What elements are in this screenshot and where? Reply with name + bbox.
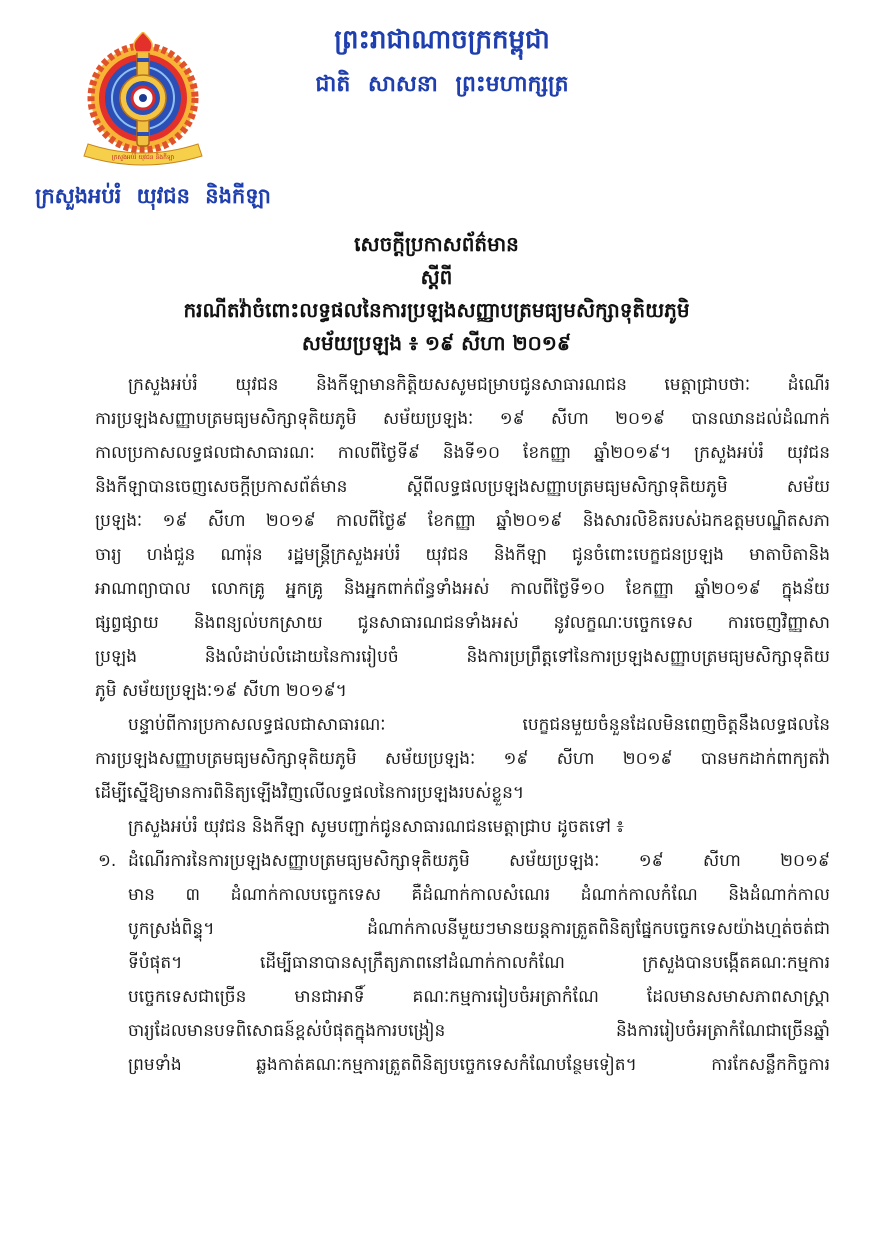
item-number: ១. (98, 851, 117, 871)
text-line: ចារ្យដែលមានបទពិសោធន៍ខ្ពស់បំផុតក្នុងការបង្រៀន និងការរៀបចំអត្រាកំណែជាច្រើនឆ្នាំ (128, 1021, 830, 1041)
text-line: កាលប្រកាសលទ្ធផលជាសាធារណៈ កាលពីថ្ងៃទី៩ និងទី១០ ខែកញ្ញា ឆ្នាំ២០១៩។ ក្រសួងអប់រំ យុវជន (95, 443, 830, 463)
text-line: អាណាព្យាបាល លោកគ្រូ អ្នកគ្រូ និងអ្នកពាក់ព័ន្ធទាំងអស់ កាលពីថ្ងៃទី១០ ខែកញ្ញា ឆ្នាំ២០១៩ ក្នុងន័យ (95, 579, 830, 599)
text-line: ចារ្យ ហង់ជួន ណារ៉ុន រដ្ឋមន្ត្រីក្រសួងអប់រំ យុវជន និងកីឡា ជូនចំពោះបេក្ខជនប្រឡង មាតាបិតានិង (95, 545, 830, 565)
text-line: ប្រឡងៈ ១៩ សីហា ២០១៩ កាលពីថ្ងៃ៩ ខែកញ្ញា ឆ្នាំ២០១៩ និងសារលិខិតរបស់ឯកឧត្តមបណ្ឌិតសភា (95, 511, 830, 531)
text-line: មាន ៣ ដំណាក់កាលបច្ចេកទេស គឺដំណាក់កាលសំណេរ ដំណាក់កាលកំណែ និងដំណាក់កាល (128, 885, 830, 905)
text-line: ការប្រឡងសញ្ញាបត្រមធ្យមសិក្សាទុតិយភូមិ សម័យប្រឡងៈ ១៩ សីហា ២០១៩ បានឈានដល់ដំណាក់ (95, 409, 830, 429)
numbered-item-1 (95, 844, 830, 1082)
title-line-3: ករណីតវ៉ាចំពោះលទ្ធផលនៃការប្រឡងសញ្ញាបត្រមធ្យមសិក្សាទុតិយភូមិ (183, 298, 690, 322)
document-body (95, 368, 830, 1082)
text-line: ភូមិ សម័យប្រឡងៈ១៩ សីហា ២០១៩។ (95, 681, 347, 701)
emblem-flame-finial (134, 32, 152, 52)
text-line: ការប្រឡងសញ្ញាបត្រមធ្យមសិក្សាទុតិយភូមិ សម័យប្រឡងៈ ១៩ សីហា ២០១៩ បានមកដាក់ពាក្យតវ៉ា (95, 749, 830, 769)
ministry-emblem-icon (80, 32, 206, 170)
text-line: បូកស្រង់ពិន្ទុ។ ដំណាក់កាលនីមួយៗមានយន្តការត្រួតពិនិត្យផ្នែកបច្ចេកទេសយ៉ាងហ្មត់ចត់ជា (128, 919, 830, 939)
paragraph-2 (95, 708, 830, 810)
title-line-2: ស្តីពី (420, 265, 453, 289)
kingdom-title: ព្រះរាជាណាចក្រកម្ពុជា (334, 25, 550, 55)
text-line: បន្ទាប់ពីការប្រកាសលទ្ធផលជាសាធារណៈ បេក្ខជនមួយចំនួនដែលមិនពេញចិត្តនឹងលទ្ធផលនៃ (128, 715, 830, 735)
text-line: ប្រឡង និងលំដាប់លំដោយនៃការរៀបចំ និងការប្រព្រឹត្តទៅនៃការប្រឡងសញ្ញាបត្រមធ្យមសិក្សាទុតិយ (95, 647, 830, 667)
text-line: ដើម្បីស្នើឱ្យមានការពិនិត្យឡើងវិញលើលទ្ធផលនៃការប្រឡងរបស់ខ្លួន។ (95, 783, 525, 803)
title-line-4: សម័យប្រឡង ៖ ១៩ សីហា ២០១៩ (301, 331, 572, 355)
text-line: បច្ចេកទេសជាច្រើន មានជាអាទិ៍ គណៈកម្មការរៀបចំអត្រាកំណែ ដែលមានសមាសភាពសាស្ត្រា (128, 987, 830, 1007)
title-line-1: សេចក្តីប្រកាសព័ត៌មាន (354, 232, 519, 256)
emblem-ribbon-text: ក្រសួងអប់រំ យុវជន និងកីឡា (111, 154, 175, 161)
text-line: ដំណើរការនៃការប្រឡងសញ្ញាបត្រមធ្យមសិក្សាទុតិយភូមិ សម័យប្រឡងៈ ១៩ សីហា ២០១៩ (128, 851, 830, 871)
text-line: ក្រសួងអប់រំ យុវជន និងកីឡាមានកិត្តិយសសូមជម្រាបជូនសាធារណជន មេត្តាជ្រាបថាៈ ដំណើរ (128, 375, 830, 395)
emblem-center-dot (139, 94, 147, 102)
paragraph-3 (95, 810, 830, 844)
text-line: ព្រមទាំង ឆ្លងកាត់គណៈកម្មការត្រួតពិនិត្យបច្ចេកទេសកំណែបន្ថែមទៀត។ ការកែសន្លឹកកិច្ចការ (128, 1055, 830, 1075)
paragraph-1 (95, 368, 830, 708)
national-motto: ជាតិ សាសនា ព្រះមហាក្សត្រ (315, 72, 569, 97)
text-line: និងកីឡាបានចេញសេចក្តីប្រកាសព័ត៌មាន ស្តីពីលទ្ធផលប្រឡងសញ្ញាបត្រមធ្យមសិក្សាទុតិយភូមិ សម័យ (95, 477, 830, 497)
text-line: ផ្សព្វផ្សាយ និងពន្យល់បកស្រាយ ជូនសាធារណជនទាំងអស់ នូវលក្ខណៈបច្ចេកទេស ការចេញវិញ្ញាសា (95, 613, 830, 633)
ministry-name: ក្រសួងអប់រំ យុវជន និងកីឡា (35, 184, 271, 208)
text-line: ទីបំផុត។ ដើម្បីធានាបានសុក្រឹត្យភាពនៅដំណាក់កាលកំណែ ក្រសួងបានបង្កើតគណៈកម្មការ (128, 953, 830, 973)
press-release-title (60, 228, 813, 360)
text-line: ក្រសួងអប់រំ យុវជន និងកីឡា សូមបញ្ជាក់ជូនសាធារណជនមេត្តាជ្រាប ដូចតទៅ ៖ (128, 817, 624, 837)
